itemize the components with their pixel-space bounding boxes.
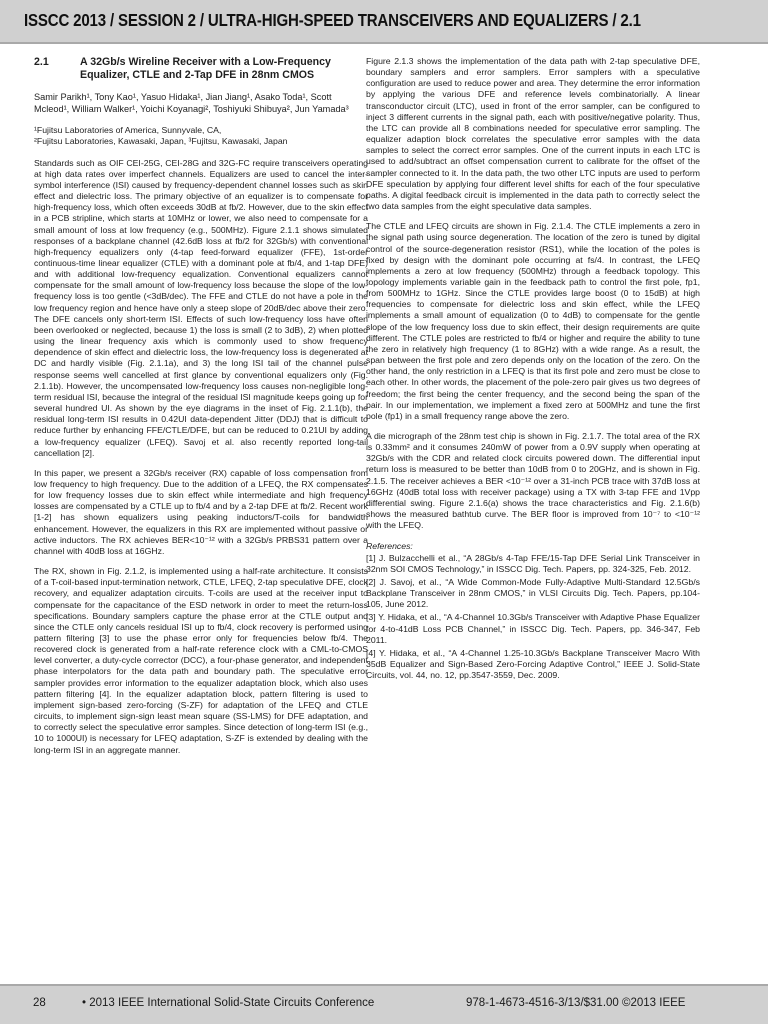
references-heading: References:	[366, 541, 413, 552]
body-paragraph: Figure 2.1.3 shows the implementation of the data path with 2-tap speculative DFE, boundary samplers and error samplers. Error samplers with a speculative configuration are used to reduce power and area. They determine the error information by applying the various DFE and reference levels combinatorially. A linear transconductor circuit (LTC), used in front of the error sampler, can be configured to inject 3 different currents in the signal path, each with positive/negative polarity. Thus, the LTC can provide all 8 combinations needed for speculative error sampling. The equalizer adaption block correlates the speculative error samples with the data samples to select the correct error samples. One of the current inputs in each LTC is used to add/subtract an offset compensation current to calibrate for the offset of the sampler connected to it. In the data path, the two other LTC inputs are used to perform DFE speculation by applying four different level shifts for each of the four speculative paths. A digital feedback circuit is implemented in the data path to correctly select the two data samples from the eight speculative data samples.	[366, 56, 700, 212]
body-paragraph: In this paper, we present a 32Gb/s receiver (RX) capable of loss compensation from low frequency to high frequency. Due to the addition of a LFEQ, the RX compensates for low frequency losses due to skin effect while intermediate and high frequency losses are compensated by a CTLE up to fb/4 and by a 2-tap DFE at fb/2. Recent work [1-2] has shown equalizers using peaking inductors/T-coils for bandwidth enhancement. However, the equalizers in this RX are implemented without passive or active inductors. The RX achieves BER<10⁻¹² with a 32Gb/s PRBS31 pattern over a channel with 40dB loss at 16GHz.	[34, 467, 368, 556]
session-title: ISSCC 2013 / SESSION 2 / ULTRA-HIGH-SPEED TRANSCEIVERS AND EQUALIZERS / 2.1	[24, 10, 641, 30]
paper-title-block	[34, 56, 368, 82]
page-footer	[0, 984, 768, 1024]
paper-title: A 32Gb/s Wireline Receiver with a Low-Frequency Equalizer, CTLE and 2-Tap DFE in 28nm CMOS	[80, 56, 331, 81]
reference-item: [1] J. Bulzacchelli et al., “A 28Gb/s 4-Tap FFE/15-Tap DFE Serial Link Transceiver in 32nm SOI CMOS Technology,” in ISSCC Dig. Tech. Papers, pp. 324-325, Feb. 2012.	[366, 552, 700, 574]
body-paragraph: A die micrograph of the 28nm test chip is shown in Fig. 2.1.7. The total area of the RX is 0.33mm² and it consumes 240mW of power from a 0.9V supply when operating at 32Gb/s with the CDR and related clock circuits powered down. The differential input return loss is measured to be better than 10dB from 0 to 20GHz, and is shown in Fig. 2.1.5. The receiver achieves a BER <10⁻¹² over a 31-inch PCB trace with 37dB loss at 16GHz (40dB total loss with receiver package) using a TX with 3-tap FFE and 1Vpp differential swing. Figure 2.1.6(a) shows the trace characteristics and Fig. 2.1.6(b) shows the measured bathtub curve. The BER floor is improved from 10⁻⁷ to <10⁻¹² with the LFEQ.	[366, 431, 700, 531]
body-paragraph: The CTLE and LFEQ circuits are shown in Fig. 2.1.4. The CTLE implements a zero in the signal path using source degeneration. The location of the zero is tuned by digital control of the source-degeneration resistor (RS1), while the location of the poles is fixed by design with the dominant pole occurring at fs/4. In contrast, the LFEQ implements a zero at low frequency (500MHz) through a feedback topology. This topology implements variable gain in the feedback path to control the first pole, fp1, from 500MHz to 1GHz. Since the CTLE provides large boost (0 to 15dB) at high frequencies to compensate for dielectric loss and skin effect, while the LFEQ implements a small amount of equalization (0 to 4dB) to compensate for the gentle slope of the low frequency loss due to skin effect, their design requirements are quite different. The CTLE poles are restricted to fb/4 or higher and require the ability to tune the zero in relatively high frequency (1 to 8GHz) with a wide range. As a result, the span between the first pole and zero depends only on the location of the zero. On the other hand, the only restriction in a LFEQ is that its first pole and zero must be close to each other. In other words, the placement of the pole-zero pair gives us two degrees of freedom; the first being the center frequency, and the second being the span of the pair. In our implementation, we implement a fixed zero at 500MHz and tune the first pole (fp1) in a small frequency range above the zero.	[366, 221, 700, 421]
reference-item: [3] Y. Hidaka, et al., “A 4-Channel 10.3Gb/s Transceiver with Adaptive Phase Equalizer for 4-to-41dB Loss PCB Channel,” in ISSCC Dig. Tech. Papers, pp. 346-347, Feb 2011.	[366, 612, 700, 645]
left-column	[34, 56, 368, 765]
affiliations	[34, 125, 368, 147]
page-number: 28	[33, 997, 46, 1009]
body-paragraph: Standards such as OIF CEI-25G, CEI-28G and 32G-FC require transceivers operating at high data rates over imperfect channels. Equalizers are used to cancel the inter-symbol interference (ISI) caused by frequency-dependent channel losses such as skin effect and dielectric loss. The primary objective of an equalizer is to compensate for high-frequency loss, which often exceeds 30dB at fb/2. However, due to the skin effect in a PCB stripline, which starts at 10MHz or lower, we also need to compensate for a small amount of loss at low frequency (e.g., 500MHz). Figure 2.1.1 shows simulated responses of a backplane channel (42.6dB loss at fb/2 for 32Gb/s) with conventional high-frequency equalizers only (4-tap feed-forward equalizer (FFE), 1st-order continuous-time linear equalizer (CTLE) with a dominant pole at fb/4, and 1-tap DFE) and with additional low-frequency equalization. Conventional equalizers cannot compensate for the small amount of low-frequency loss because the slope of the low-frequency loss is too gentle (<3dB/dec). The FFE and CTLE do not have a pole in the low frequency region and hence have only a steep slope of 20dB/dec above their zero. The DFE cancels only short-term ISI. Effects of such low-frequency loss have often been overlooked or neglected, because 1) the loss is small (2 to 3dB), 2) when plotted using the linear frequency axis which is commonly used to show frequency dependence of skin effect and dielectric loss, the low-frequency loss is degenerated at DC and hardly visible (Fig. 2.1.1a), and 3) the long ISI tail of the channel pulse response seems well cancelled at first glance by conventional equalizers only (Fig. 2.1.1b). However, the uncompensated low-frequency loss causes non-negligible long-term residual ISI, because the integral of the residual ISI magnitude keeps going up for several hundred UI. As shown by the eye diagrams in the inset of Fig. 2.1.1(b), the residual long-term ISI results in 0.42UI data-dependent Jitter (DDJ) that is difficult to reduce further by enhancing FFE/CTLE/DFE, but can be reduced to 0.21UI by adding a low-frequency equalizer (LFEQ). Savoj et al. also recently reported long-tail cancellation [2].	[34, 157, 368, 458]
paper-number: 2.1	[34, 56, 49, 68]
affiliation-line: ¹Fujitsu Laboratories of America, Sunnyvale, CA,	[34, 125, 222, 136]
right-column	[366, 56, 700, 683]
isbn-copyright: 978-1-4673-4516-3/13/$31.00 ©2013 IEEE	[466, 997, 686, 1009]
page-header	[0, 0, 768, 44]
reference-item: [4] Y. Hidaka, et al., “A 4-Channel 1.25-10.3Gb/s Backplane Transceiver Macro With 35dB Equalizer and Sign-Based Zero-Forcing Adaptive Control,” IEEE J. Solid-State Circuits, vol. 44, no. 12, pp.3547-3559, Dec. 2009.	[366, 647, 700, 681]
reference-item: [2] J. Savoj, et al., “A Wide Common-Mode Fully-Adaptive Multi-Standard 12.5Gb/s Backplane Transceiver in 28nm CMOS,” in VLSI Circuits Dig. Tech. Papers, pp.104-105, June 2012.	[366, 576, 700, 610]
author-list: Samir Parikh¹, Tony Kao¹, Yasuo Hidaka¹, Jian Jiang¹, Asako Toda¹, Scott Mcleod¹, William Walker¹, Yoichi Koyanagi², Toshiyuki Shibuya², Jun Yamada³	[34, 92, 349, 114]
conference-name: • 2013 IEEE International Solid-State Circuits Conference	[82, 997, 375, 1009]
affiliation-line: ²Fujitsu Laboratories, Kawasaki, Japan, ³Fujitsu, Kawasaki, Japan	[34, 136, 288, 147]
body-paragraph: The RX, shown in Fig. 2.1.2, is implemented using a half-rate architecture. It consists of a T-coil-based input-termination network, CTLE, LFEQ, 2-tap speculative DFE, clock recovery, and equalizer adaptation circuits. T-coils are used at the receiver input to compensate for the capacitance of the ESD network in order to meet the return-loss specifications. Boundary samplers capture the phase error at the CTLE output and since the CTLE only cancels residual ISI up to fb/4, clock recovery is performed using pattern filtering [3] to use the phase error only for frequencies below fb/4. The recovered clock is generated from a half-rate reference clock with a CML-to-CMOS level converter, a duty-cycle corrector (DCC), a four-phase generator, and independent phase interpolators for the data path and boundary path. The speculative error sampler provides error information to the equalizer adaptation block, which also uses pattern filtering [4]. In the equalizer adaptation block, pattern filtering is used to implement sign-based zero-forcing (S-ZF) for adaptation of the LFEQ and CTLE circuits, to implement sign-sign least mean square (SS-LMS) for DFE adaptation, and to correctly select the speculative error samples. Since detection of long-term ISI (e.g., 10 to 1000UI) is necessary for LFEQ adaptation, S-ZF is extended by dealing with the long-term ISI in an aggregate manner.	[34, 566, 368, 755]
